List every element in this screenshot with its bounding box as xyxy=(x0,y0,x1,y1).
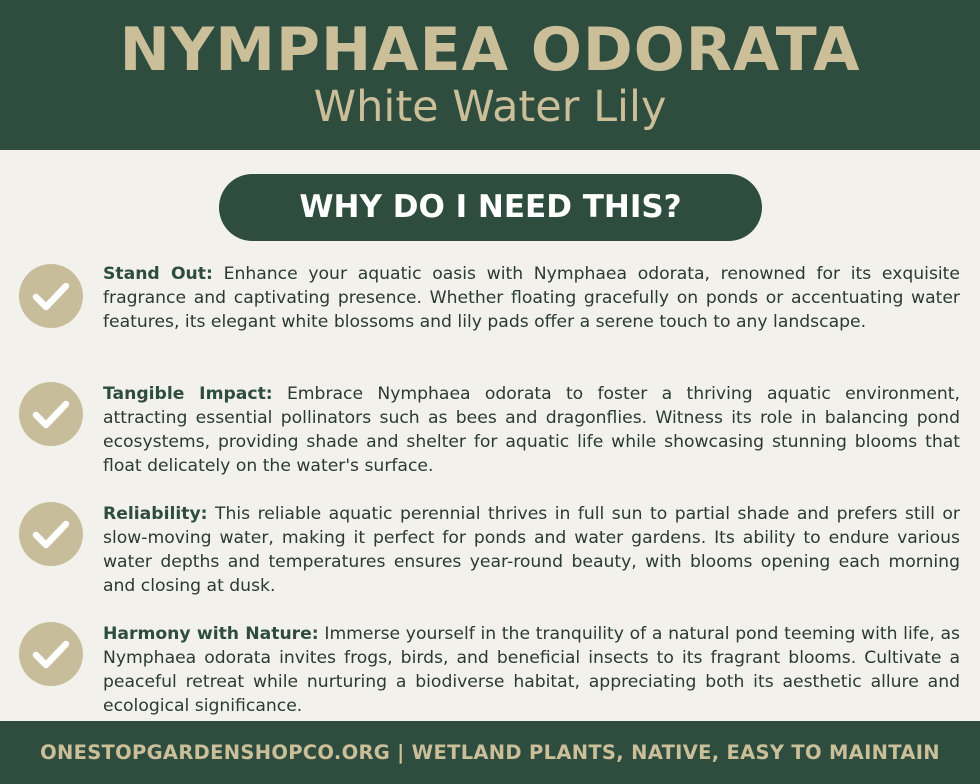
list-item-body: Embrace Nymphaea odorata to foster a thriving aquatic environment, attracting essential pollinators such as bees and dragonflies. Witness its role in balancing pond ecosystems, providing shade and shelter for aquatic life while showcasing stunning blooms that float delicately on the water's surface. xyxy=(103,384,960,476)
section-heading: WHY DO I NEED THIS? xyxy=(299,189,682,225)
list-item-text xyxy=(103,502,960,598)
list-item-label: Reliability: xyxy=(103,504,208,524)
list-item-text xyxy=(103,262,960,334)
header-banner xyxy=(0,0,980,150)
list-item-label: Harmony with Nature: xyxy=(103,624,319,644)
list-item-body: Enhance your aquatic oasis with Nymphaea odorata, renowned for its exquisite fragrance and captivating presence. Whether floating gracefully on ponds or accentuating water features, its elegant white blossoms and lily pads offer a serene touch to any landscape. xyxy=(103,264,960,332)
footer-text: ONESTOPGARDENSHOPCO.ORG | WETLAND PLANTS, NATIVE, EASY TO MAINTAIN xyxy=(40,741,940,764)
list-item-body: This reliable aquatic perennial thrives in full sun to partial shade and prefers still or slow-moving water, making it perfect for ponds and water gardens. Its ability to endure various water depths and temperatures ensures year-round beauty, with blooms opening each morning and closing at dusk. xyxy=(103,504,960,596)
list-item-body: Immerse yourself in the tranquility of a natural pond teeming with life, as Nymphaea odorata invites frogs, birds, and beneficial insects to its fragrant blooms. Cultivate a peaceful retreat while nurturing a biodiverse habitat, appreciating both its aesthetic allure and ecological significance. xyxy=(103,624,960,716)
check-icon xyxy=(19,382,83,446)
list-item-text xyxy=(103,622,960,718)
page-title: NYMPHAEA ODORATA xyxy=(119,15,861,85)
list-item-label: Stand Out: xyxy=(103,264,213,284)
check-icon xyxy=(19,502,83,566)
check-icon xyxy=(19,622,83,686)
list-item-label: Tangible Impact: xyxy=(103,384,273,404)
list-item-text xyxy=(103,382,960,478)
page-subtitle: White Water Lily xyxy=(313,82,667,132)
check-icon xyxy=(19,264,83,328)
section-heading-pill xyxy=(219,174,762,241)
footer-banner xyxy=(0,721,980,784)
